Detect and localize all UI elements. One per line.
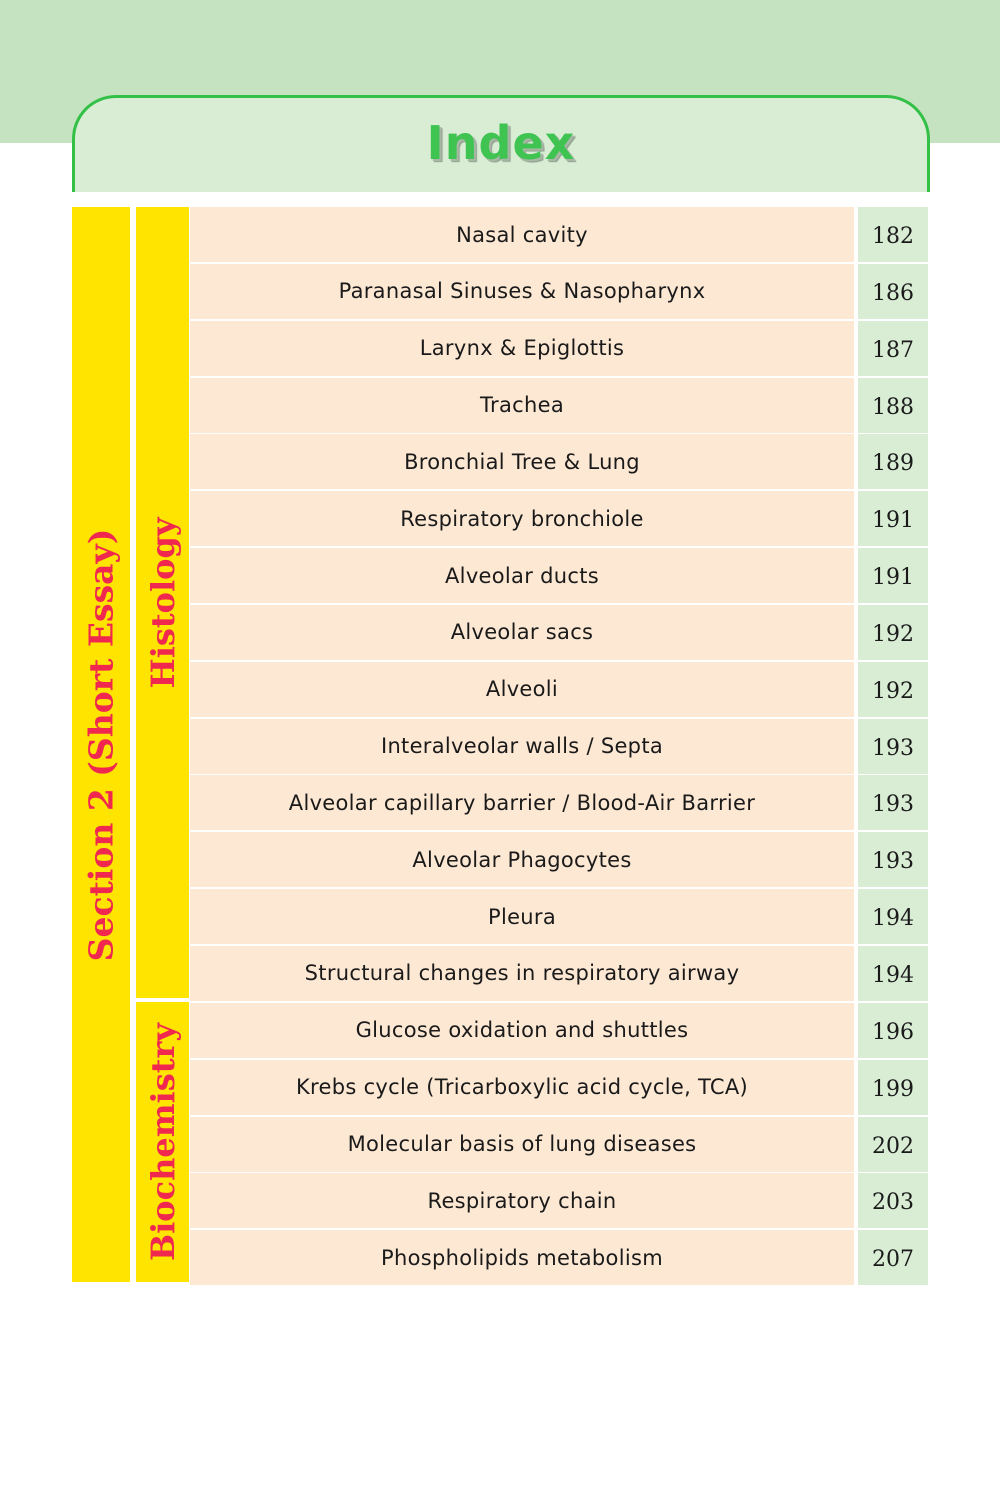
index-row[interactable]	[190, 1003, 928, 1058]
topic-cell: Larynx & Epiglottis	[190, 321, 854, 376]
index-row[interactable]	[190, 1173, 928, 1228]
index-row[interactable]	[190, 548, 928, 603]
index-row[interactable]	[190, 434, 928, 489]
index-row[interactable]	[190, 321, 928, 376]
page-number-cell: 199	[858, 1060, 928, 1115]
page-number-cell: 193	[858, 719, 928, 774]
index-row[interactable]	[190, 378, 928, 433]
topic-cell: Alveolar Phagocytes	[190, 832, 854, 887]
page-number-cell: 202	[858, 1117, 928, 1172]
page-number-cell: 192	[858, 605, 928, 660]
index-row[interactable]	[190, 775, 928, 830]
subject-column-histology	[136, 207, 189, 998]
page-number-cell: 193	[858, 832, 928, 887]
subject-label-biochemistry: Biochemistry	[143, 1023, 182, 1261]
page-number-cell: 196	[858, 1003, 928, 1058]
section-column	[72, 207, 130, 1282]
topic-cell: Structural changes in respiratory airway	[190, 946, 854, 1001]
topic-cell: Nasal cavity	[190, 207, 854, 262]
topic-cell: Pleura	[190, 889, 854, 944]
page-number-cell: 193	[858, 775, 928, 830]
index-row[interactable]	[190, 1117, 928, 1172]
subject-label-histology: Histology	[143, 517, 182, 688]
topic-cell: Interalveolar walls / Septa	[190, 719, 854, 774]
topic-cell: Paranasal Sinuses & Nasopharynx	[190, 264, 854, 319]
index-table	[190, 207, 928, 1287]
topic-cell: Respiratory chain	[190, 1173, 854, 1228]
topic-cell: Alveoli	[190, 662, 854, 717]
index-row[interactable]	[190, 207, 928, 262]
index-row[interactable]	[190, 1060, 928, 1115]
index-row[interactable]	[190, 491, 928, 546]
index-row[interactable]	[190, 662, 928, 717]
page-number-cell: 188	[858, 378, 928, 433]
subject-column-biochemistry	[136, 1002, 189, 1282]
topic-cell: Molecular basis of lung diseases	[190, 1117, 854, 1172]
topic-cell: Krebs cycle (Tricarboxylic acid cycle, TCA)	[190, 1060, 854, 1115]
header-tab	[72, 95, 930, 192]
page-number-cell: 182	[858, 207, 928, 262]
page-number-cell: 194	[858, 889, 928, 944]
page-number-cell: 189	[858, 434, 928, 489]
page-number-cell: 194	[858, 946, 928, 1001]
index-row[interactable]	[190, 719, 928, 774]
page-number-cell: 192	[858, 662, 928, 717]
index-row[interactable]	[190, 1230, 928, 1285]
index-row[interactable]	[190, 605, 928, 660]
topic-cell: Trachea	[190, 378, 854, 433]
section-label: Section 2 (Short Essay)	[81, 528, 121, 961]
page-number-cell: 191	[858, 491, 928, 546]
index-row[interactable]	[190, 832, 928, 887]
topic-cell: Bronchial Tree & Lung	[190, 434, 854, 489]
topic-cell: Phospholipids metabolism	[190, 1230, 854, 1285]
index-row[interactable]	[190, 946, 928, 1001]
topic-cell: Respiratory bronchiole	[190, 491, 854, 546]
page-number-cell: 187	[858, 321, 928, 376]
page-number-cell: 203	[858, 1173, 928, 1228]
topic-cell: Glucose oxidation and shuttles	[190, 1003, 854, 1058]
page-number-cell: 191	[858, 548, 928, 603]
topic-cell: Alveolar sacs	[190, 605, 854, 660]
index-title: Index	[426, 116, 576, 170]
index-row[interactable]	[190, 889, 928, 944]
page-number-cell: 207	[858, 1230, 928, 1285]
topic-cell: Alveolar ducts	[190, 548, 854, 603]
page-number-cell: 186	[858, 264, 928, 319]
topic-cell: Alveolar capillary barrier / Blood-Air Barrier	[190, 775, 854, 830]
index-row[interactable]	[190, 264, 928, 319]
